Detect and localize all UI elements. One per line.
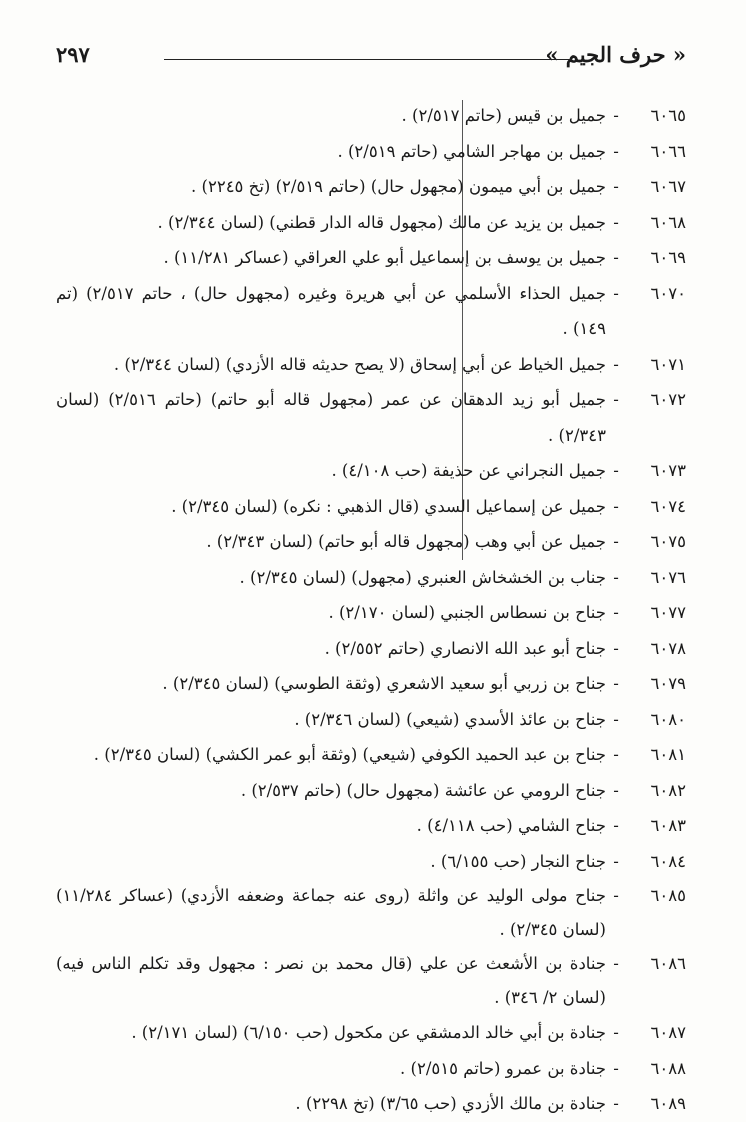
entry-text: جميل أبو زيد الدهقان عن عمر (مجهول قاله أبو حاتم) (حاتم ٢/٥١٦) (لسان ٢/٣٤٣) . (56, 390, 607, 445)
entry-dash: - (613, 1058, 619, 1078)
entry-number: ٦٠٧٦ (650, 567, 686, 587)
entry (56, 631, 686, 667)
entry (56, 879, 686, 947)
entry-text: جميل بن يزيد عن مالك (مجهول قاله الدار قطني) (لسان ٢/٣٤٤) . (157, 212, 606, 232)
entry-text: جميل بن قيس (حاتم ٢/٥١٧) . (401, 106, 606, 125)
entry-dash: - (613, 745, 619, 764)
entry (56, 382, 686, 453)
entry-number: ٦٠٨٦ (650, 954, 686, 973)
page-header (56, 36, 686, 72)
entry-text: جناح الشامي (حب ٤/١١٨) . (416, 816, 606, 835)
entry-text: جميل النجراني عن حذيفة (حب ٤/١٠٨) . (331, 461, 606, 480)
entry-number: ٦٠٧٥ (650, 532, 686, 551)
entry-number: ٦٠٦٩ (650, 248, 686, 267)
entry (56, 1086, 686, 1122)
entry-text: جناح بن عبد الحميد الكوفي (شيعي) (وثقة أبو عمر الكشي) (لسان ٢/٣٤٥) . (93, 745, 606, 764)
entry-text: جنادة بن الأشعث عن علي (قال محمد بن نصر : مجهول وقد تكلم الناس فيه) (لسان ٢/ ٣٤٦) . (56, 954, 606, 1007)
entry (56, 134, 686, 170)
entry-dash: - (613, 141, 619, 161)
entry-text: جميل عن أبي وهب (مجهول قاله أبو حاتم) (لسان ٢/٣٤٣) . (206, 532, 606, 551)
entry-dash: - (613, 638, 619, 658)
entry-number: ٦٠٦٨ (650, 212, 686, 232)
entry-dash: - (613, 177, 619, 196)
entry-number: ٦٠٨٣ (650, 816, 686, 835)
entry-number: ٦٠٧٢ (650, 390, 686, 409)
entry-text: جميل الخياط عن أبي إسحاق (لا يصح حديثه قاله الأزدي) (لسان ٢/٣٤٤) . (113, 354, 606, 374)
entry-text: جميل عن إسماعيل السدي (قال الذهبي : نكره) (لسان ٢/٣٤٥) . (171, 496, 606, 516)
entry-dash: - (613, 496, 619, 516)
entry (56, 666, 686, 702)
entry-dash: - (613, 248, 619, 267)
entry-dash: - (613, 851, 619, 871)
entry (56, 595, 686, 631)
entry-dash: - (613, 886, 619, 905)
entry-number: ٦٠٦٧ (650, 177, 686, 196)
entry (56, 240, 686, 276)
entry-dash: - (613, 532, 619, 551)
entry-text: جنادة بن عمرو (حاتم ٢/٥١٥) . (400, 1058, 606, 1078)
entry-dash: - (613, 954, 619, 973)
entry (56, 808, 686, 844)
entry-dash: - (613, 674, 619, 693)
entry-text: جنادة بن مالك الأزدي (حب ٣/٦٥) (تخ ٢٢٩٨) . (295, 1094, 606, 1113)
entry (56, 205, 686, 241)
entry-text: جميل بن أبي ميمون (مجهول حال) (حاتم ٢/٥١٩) (تخ ٢٢٤٥) . (191, 177, 606, 196)
entry-dash: - (613, 283, 619, 303)
entry-number: ٦٠٧٩ (650, 674, 686, 693)
entry-text: جناح بن زربي أبو سعيد الاشعري (وثقة الطوسي) (لسان ٢/٣٤٥) . (162, 674, 606, 693)
entry-number: ٦٠٨٢ (650, 780, 686, 800)
entry-dash: - (613, 603, 619, 622)
running-title: « حرف الجيم » (545, 42, 686, 67)
entry-number: ٦٠٨٨ (650, 1058, 686, 1078)
header-rule (164, 59, 572, 60)
entry-number: ٦٠٧٤ (650, 496, 686, 516)
entry-dash: - (613, 780, 619, 800)
entry-number: ٦٠٨٤ (650, 851, 686, 871)
entry-dash: - (613, 354, 619, 374)
entry-text: جميل الحذاء الأسلمي عن أبي هريرة وغيره (مجهول حال) ، حاتم ٢/٥١٧) (تم ١٤٩) . (56, 283, 607, 338)
entry-list (56, 98, 686, 1122)
entry (56, 1051, 686, 1087)
entry-dash: - (613, 567, 619, 587)
entry-number: ٦٠٧٠ (650, 283, 686, 303)
entry-text: جميل بن مهاجر الشامي (حاتم ٢/٥١٩) . (337, 141, 606, 161)
entry-text: جميل بن يوسف بن إسماعيل أبو علي العراقي (عساكر ١١/٢٨١) . (163, 248, 606, 267)
entry (56, 489, 686, 525)
entry-number: ٦٠٨٧ (650, 1023, 686, 1042)
entry-dash: - (613, 106, 619, 125)
entry-dash: - (613, 1094, 619, 1113)
entry-dash: - (613, 461, 619, 480)
entry-number: ٦٠٧٧ (650, 603, 686, 622)
entry-text: جناح بن نسطاس الجنبي (لسان ٢/١٧٠) . (328, 603, 606, 622)
entry-text: جناح بن عائذ الأسدي (شيعي) (لسان ٢/٣٤٦) . (294, 709, 606, 729)
entry (56, 560, 686, 596)
entry-number: ٦٠٧٨ (650, 638, 686, 658)
entry-dash: - (613, 709, 619, 729)
page-number: ٢٩٧ (56, 42, 90, 67)
entry-dash: - (613, 816, 619, 835)
entry (56, 347, 686, 383)
entry (56, 1015, 686, 1051)
entry-text: جناح مولى الوليد عن واثلة (روى عنه جماعة وضعفه الأزدي) (عساكر ١١/٢٨٤) (لسان ٢/٣٤٥) . (56, 886, 606, 939)
entry-number: ٦٠٧١ (650, 354, 686, 374)
entry-text: جناح الرومي عن عائشة (مجهول حال) (حاتم ٢/٥٣٧) . (240, 780, 606, 800)
entry (56, 947, 686, 1015)
entry (56, 702, 686, 738)
entry-dash: - (613, 1023, 619, 1042)
entry-number: ٦٠٨٥ (650, 886, 686, 905)
entry-number: ٦٠٨٩ (650, 1094, 686, 1113)
entry (56, 773, 686, 809)
entry (56, 169, 686, 205)
entry-text: جناح أبو عبد الله الانصاري (حاتم ٢/٥٥٢) . (324, 638, 606, 658)
entry (56, 276, 686, 347)
entry-number: ٦٠٨٠ (650, 709, 686, 729)
entry (56, 453, 686, 489)
entry-dash: - (613, 390, 619, 409)
entry (56, 98, 686, 134)
entry-dash: - (613, 212, 619, 232)
entry (56, 844, 686, 880)
entry-text: جنادة بن أبي خالد الدمشقي عن مكحول (حب ٦/١٥٠) (لسان ٢/١٧١) . (131, 1023, 606, 1042)
entry-number: ٦٠٦٦ (650, 141, 686, 161)
entry-text: جناب بن الخشخاش العنبري (مجهول) (لسان ٢/٣٤٥) . (239, 567, 606, 587)
entry (56, 524, 686, 560)
entry-number: ٦٠٨١ (650, 745, 686, 764)
entry (56, 737, 686, 773)
entry-text: جناح النجار (حب ٦/١٥٥) . (430, 851, 606, 871)
entry-number: ٦٠٧٣ (650, 461, 686, 480)
entry-number: ٦٠٦٥ (650, 106, 686, 125)
